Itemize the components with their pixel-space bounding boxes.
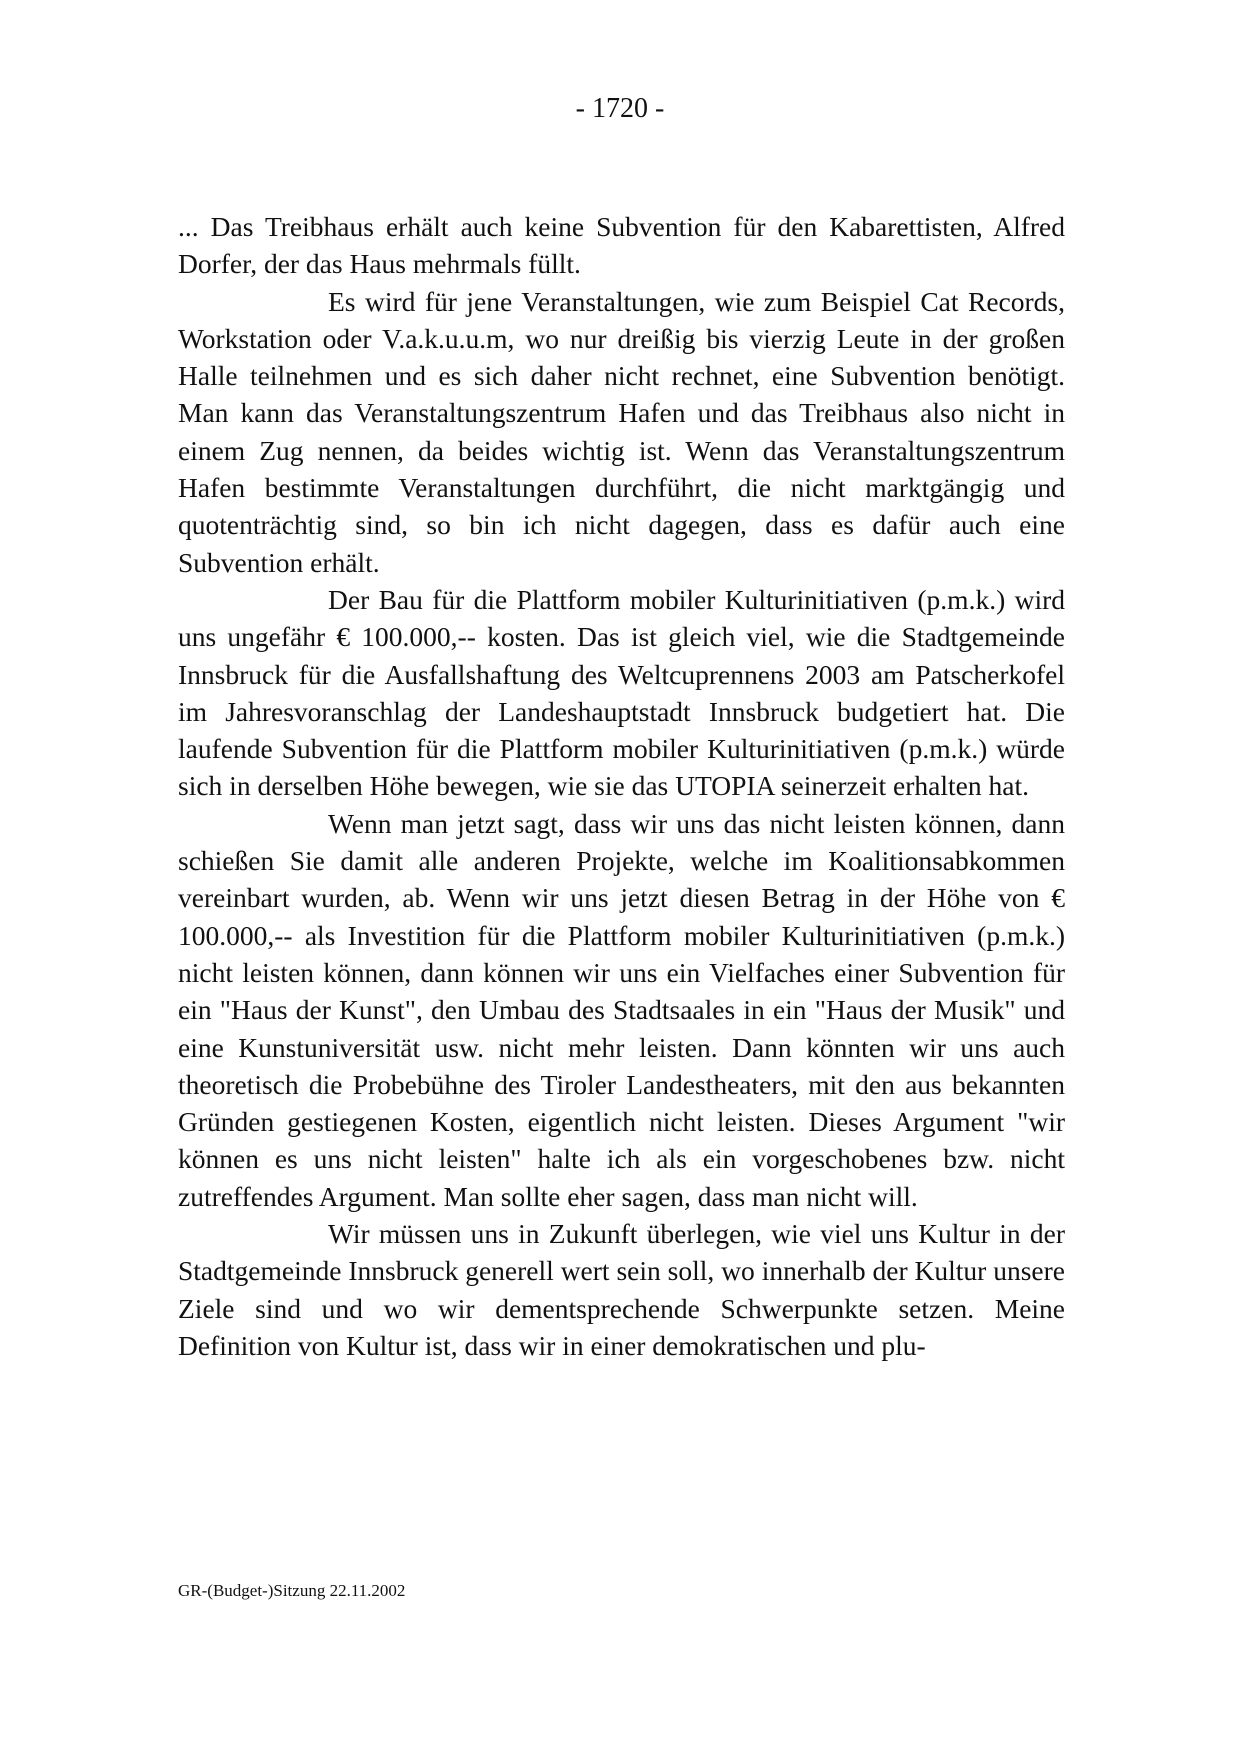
paragraph-treibhaus: ... Das Treibhaus erhält auch keine Subvention für den Kabarettisten, Alfred Dorfer, der das Haus mehrmals füllt. [178, 211, 1065, 280]
paragraph-plattform-bau: Der Bau für die Plattform mobiler Kulturinitiativen (p.m.k.) wird uns ungefähr € 100.000,-- kosten. Das ist gleich viel, wie die Stadtgemeinde Innsbruck für die Ausfallshaftung des Weltcuprennens 2003 am Patscherkofel im Jahresvoranschlag der Landeshauptstadt Innsbruck budgetiert hat. Die laufende Subvention für die Plattform mobiler Kulturinitiativen (p.m.k.) würde sich in derselben Höhe bewegen, wie sie das UTOPIA seinerzeit erhalten hat. [178, 583, 1065, 802]
footer-session-label: GR-(Budget-)Sitzung 22.11.2002 [178, 1581, 406, 1600]
paragraph-leisten-argument: Wenn man jetzt sagt, dass wir uns das nicht leisten können, dann schießen Sie damit alle anderen Projekte, welche im Koalitionsabkommen vereinbart wurden, ab. Wenn wir uns jetzt diesen Betrag in der Höhe von € 100.000,-- als Investition für die Plattform mobiler Kulturinitiativen (p.m.k.) nicht leisten können, dann können wir uns ein Vielfaches einer Subvention für ein "Haus der Kunst", den Umbau des Stadtsaales in ein "Haus der Musik" und eine Kunstuniversität usw. nicht mehr leisten. Dann könnten wir uns auch theoretisch die Probebühne des Tiroler Landestheaters, mit den aus bekannten Gründen gestiegenen Kosten, eigentlich nicht leisten. Dieses Argument "wir können es uns nicht leisten" halte ich als ein vorgeschobenes bzw. nicht zutreffendes Argument. Man sollte eher sagen, dass man nicht will. [178, 807, 1065, 1212]
paragraph-kultur-definition: Wir müssen uns in Zukunft überlegen, wie viel uns Kultur in der Stadtgemeinde Innsbruck generell wert sein soll, wo innerhalb der Kultur unsere Ziele sind und wo wir dementsprechende Schwerpunkte setzen. Meine Definition von Kultur ist, dass wir in einer demokratischen und plu- [178, 1218, 1065, 1361]
document-body [178, 208, 1065, 1364]
page-number: - 1720 - [575, 93, 665, 124]
paragraph-subvention-veranstaltungen: Es wird für jene Veranstaltungen, wie zum Beispiel Cat Records, Workstation oder V.a.k.u.u.m, wo nur dreißig bis vierzig Leute in der großen Halle teilnehmen und es sich daher nicht rechnet, eine Subvention benötigt. Man kann das Veranstaltungszentrum Hafen und das Treibhaus also nicht in einem Zug nennen, da beides wichtig ist. Wenn das Veranstaltungszentrum Hafen bestimmte Veranstaltungen durchführt, die nicht marktgängig und quotenträchtig sind, so bin ich nicht dagegen, dass es dafür auch eine Subvention erhält. [178, 285, 1065, 578]
